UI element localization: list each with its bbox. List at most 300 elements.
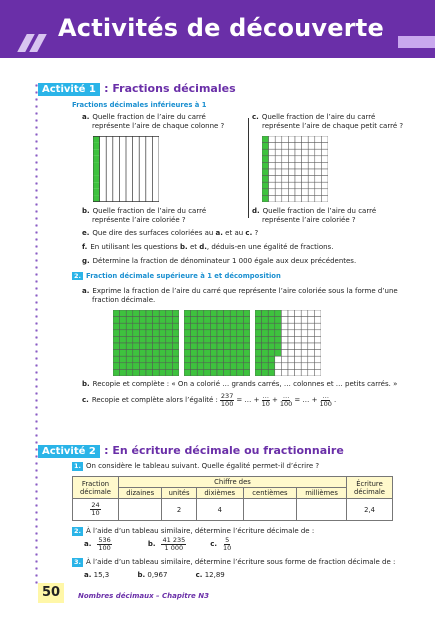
grid-cell xyxy=(120,350,127,357)
grid-cell xyxy=(119,189,126,196)
grid-cell xyxy=(184,356,191,363)
grid-cell xyxy=(113,343,120,350)
grid-cell xyxy=(314,343,321,350)
grid-cell xyxy=(119,149,126,156)
grid-cell xyxy=(275,156,282,163)
grid-cell xyxy=(288,350,295,357)
grid-cell xyxy=(139,356,146,363)
activity2-title: : En écriture décimale ou fractionnaire xyxy=(104,444,344,457)
grid-cell xyxy=(262,350,269,357)
grid-cell xyxy=(243,350,250,357)
grid-cell xyxy=(204,330,211,337)
grid-cell xyxy=(93,189,100,196)
grid-cell xyxy=(139,189,146,196)
grid-cell xyxy=(308,363,315,370)
grid-cell xyxy=(126,330,133,337)
grid-cell xyxy=(139,162,146,169)
grid-cell xyxy=(197,310,204,317)
grid-cell xyxy=(308,356,315,363)
grid-cell xyxy=(217,323,224,330)
grid-full-2 xyxy=(184,310,250,376)
grid-cell xyxy=(321,143,328,150)
grid-cell xyxy=(308,317,315,324)
grid-cell xyxy=(106,162,113,169)
grid-cell xyxy=(197,343,204,350)
grid-cell xyxy=(288,149,295,156)
grid-cell xyxy=(314,336,321,343)
grid-cell xyxy=(230,369,237,376)
grid-cell xyxy=(314,356,321,363)
grid-cell xyxy=(308,162,315,169)
grid-cell xyxy=(255,343,262,350)
grid-cell xyxy=(197,350,204,357)
grid-cell xyxy=(255,369,262,376)
grid-cell xyxy=(230,330,237,337)
grid-cell xyxy=(224,363,231,370)
grid-cell xyxy=(146,149,153,156)
grid-cell xyxy=(295,343,302,350)
grid-cell xyxy=(295,156,302,163)
grid-cell xyxy=(166,310,173,317)
grid-cell xyxy=(301,323,308,330)
grid-cell xyxy=(288,323,295,330)
grid-cell xyxy=(217,369,224,376)
grid-cell xyxy=(113,369,120,376)
grid-cell xyxy=(120,310,127,317)
grid-cell xyxy=(126,176,133,183)
grid-cell xyxy=(288,143,295,150)
grid-cell xyxy=(217,363,224,370)
grid-cell xyxy=(230,343,237,350)
grid-cell xyxy=(295,189,302,196)
grid-cell xyxy=(302,176,309,183)
grid-cell xyxy=(120,336,127,343)
grid-cell xyxy=(210,310,217,317)
grid-cell xyxy=(126,189,133,196)
grid-cell xyxy=(269,156,276,163)
grid-cell xyxy=(262,156,269,163)
grid-cell xyxy=(321,162,328,169)
grid-cell xyxy=(139,310,146,317)
grid-cell xyxy=(295,136,302,143)
grid-cell xyxy=(302,143,309,150)
grid-cell xyxy=(119,143,126,150)
grid-cell xyxy=(217,330,224,337)
grid-cell xyxy=(243,336,250,343)
grid-cell xyxy=(262,143,269,150)
grid-cell xyxy=(288,343,295,350)
grid-cell xyxy=(100,182,107,189)
grid-cell xyxy=(282,169,289,176)
grid-cell xyxy=(230,317,237,324)
grid-cell xyxy=(210,343,217,350)
grid-cell xyxy=(119,136,126,143)
grid-cell xyxy=(315,162,322,169)
grid-cell xyxy=(314,363,321,370)
grid-cell xyxy=(133,363,140,370)
grid-cell xyxy=(315,189,322,196)
grid-cell xyxy=(288,136,295,143)
grid-cell xyxy=(139,156,146,163)
grid-cell xyxy=(302,189,309,196)
grid-cell xyxy=(184,323,191,330)
grid-cell xyxy=(191,350,198,357)
grid-cell xyxy=(166,363,173,370)
grid-cell xyxy=(139,330,146,337)
grid-cell xyxy=(281,336,288,343)
grid-cell xyxy=(301,336,308,343)
grid-cell xyxy=(308,343,315,350)
grid-cell xyxy=(113,317,120,324)
grid-cell xyxy=(269,182,276,189)
grid-cell xyxy=(191,336,198,343)
grid-cell xyxy=(224,350,231,357)
grid-cell xyxy=(301,356,308,363)
grid-cell xyxy=(224,330,231,337)
grid-cell xyxy=(159,310,166,317)
grid-cell xyxy=(191,363,198,370)
grid-cell xyxy=(113,156,120,163)
question-a2-3: 3. À l’aide d’un tableau similaire, détermine l’écriture sous forme de fraction décimale de : xyxy=(74,558,396,566)
grid-cell xyxy=(172,343,179,350)
grid-cell xyxy=(159,369,166,376)
grid-tenths xyxy=(93,136,159,202)
grid-cell xyxy=(288,363,295,370)
grid-cell xyxy=(146,169,153,176)
grid-cell xyxy=(282,156,289,163)
grid-cell xyxy=(295,363,302,370)
unit-centiemes: centièmes xyxy=(243,488,296,499)
grid-cell xyxy=(93,176,100,183)
grid-cell xyxy=(230,356,237,363)
grid-cell xyxy=(269,169,276,176)
grid-cell xyxy=(288,310,295,317)
grid-cell xyxy=(275,343,282,350)
grid-cell xyxy=(210,336,217,343)
grid-cell xyxy=(152,136,159,143)
grid-cell xyxy=(159,363,166,370)
grid-cell xyxy=(133,323,140,330)
grid-cell xyxy=(184,343,191,350)
grid-cell xyxy=(197,317,204,324)
grid-cell xyxy=(119,169,126,176)
grid-cell xyxy=(133,356,140,363)
question-1b: b. Quelle fraction de l’aire du carré représente l’aire coloriée ? xyxy=(82,207,207,224)
activity2-label: Activité 2 xyxy=(38,445,100,458)
grid-cell xyxy=(262,343,269,350)
grid-cell xyxy=(262,149,269,156)
grid-cell xyxy=(243,369,250,376)
grid-cell xyxy=(210,363,217,370)
grid-cell xyxy=(120,356,127,363)
q1d-line2: représente l’aire coloriée ? xyxy=(262,216,356,224)
grid-cell xyxy=(139,195,146,202)
grid-cell xyxy=(159,323,166,330)
grid-cell xyxy=(146,162,153,169)
grid-cell xyxy=(146,323,153,330)
grid-cell xyxy=(93,156,100,163)
grid-cell xyxy=(146,143,153,150)
grid-cell xyxy=(197,323,204,330)
grid-cell xyxy=(93,149,100,156)
grid-cell xyxy=(321,182,328,189)
grid-cell xyxy=(139,323,146,330)
header-banner xyxy=(0,0,435,58)
grid-cell xyxy=(281,310,288,317)
grid-cell xyxy=(126,343,133,350)
q1d-line1: Quelle fraction de l’aire du carré xyxy=(262,207,377,215)
grid-cell xyxy=(197,356,204,363)
grid-cell xyxy=(159,350,166,357)
grid-cell xyxy=(315,195,322,202)
grid-cell xyxy=(308,336,315,343)
grid-cell xyxy=(269,136,276,143)
grid-cell xyxy=(224,317,231,324)
grid-cell xyxy=(113,182,120,189)
grid-cell xyxy=(93,195,100,202)
grid-cell xyxy=(308,369,315,376)
grid-cell xyxy=(302,195,309,202)
grid-cell xyxy=(113,149,120,156)
grid-cell xyxy=(197,369,204,376)
grid-cell xyxy=(139,176,146,183)
grid-cell xyxy=(172,336,179,343)
q3-items: a. 15,3 b. 0,967 c. 12,89 xyxy=(84,571,225,579)
grid-cell xyxy=(217,343,224,350)
grid-cell xyxy=(153,356,160,363)
grid-cell xyxy=(126,363,133,370)
grid-cell xyxy=(113,330,120,337)
grid-cell xyxy=(295,143,302,150)
grid-cell xyxy=(314,317,321,324)
grid-cell xyxy=(126,136,133,143)
grid-cell xyxy=(295,149,302,156)
unit-dizaines: dizaines xyxy=(119,488,162,499)
grid-cell xyxy=(146,330,153,337)
grid-cell xyxy=(146,317,153,324)
grid-cell xyxy=(204,350,211,357)
grid-cell xyxy=(275,182,282,189)
grid-cell xyxy=(275,143,282,150)
grid-cell xyxy=(262,356,269,363)
divider xyxy=(248,118,249,218)
grid-cell xyxy=(295,317,302,324)
grid-cell xyxy=(302,182,309,189)
grid-cell xyxy=(308,176,315,183)
grid-cell xyxy=(119,162,126,169)
grid-cell xyxy=(139,169,146,176)
grid-cell xyxy=(152,156,159,163)
grid-cell xyxy=(133,143,140,150)
grid-cell xyxy=(308,169,315,176)
grid-cell xyxy=(314,350,321,357)
cell-ecriture: 2,4 xyxy=(347,499,393,521)
grid-cell xyxy=(197,363,204,370)
grid-cell xyxy=(119,182,126,189)
grid-cell xyxy=(217,317,224,324)
grid-cell xyxy=(139,182,146,189)
grid-cell xyxy=(153,343,160,350)
grid-cell xyxy=(275,317,282,324)
grid-cell xyxy=(321,195,328,202)
grid-cell xyxy=(204,369,211,376)
grid-cell xyxy=(255,356,262,363)
grid-cell xyxy=(204,323,211,330)
grid-cell xyxy=(295,369,302,376)
grid-cell xyxy=(281,350,288,357)
grid-cell xyxy=(237,336,244,343)
grid-cell xyxy=(308,136,315,143)
grid-cell xyxy=(301,369,308,376)
grid-cell xyxy=(275,336,282,343)
grid-cell xyxy=(146,182,153,189)
page-title: Activités de découverte xyxy=(58,14,384,42)
grid-cell xyxy=(308,330,315,337)
col-chiffres-header: Chiffre des xyxy=(119,477,347,488)
q1a-line1: Quelle fraction de l’aire du carré xyxy=(92,113,206,121)
grid-cell xyxy=(237,317,244,324)
grid-cell xyxy=(133,149,140,156)
grid-cell xyxy=(288,156,295,163)
grid-cell xyxy=(120,330,127,337)
grid-cell xyxy=(133,369,140,376)
grid-cell xyxy=(269,189,276,196)
grid-cell xyxy=(281,330,288,337)
grid-cell xyxy=(301,330,308,337)
grid-cell xyxy=(295,176,302,183)
grid-cell xyxy=(93,162,100,169)
grid-cell xyxy=(113,336,120,343)
grid-cell xyxy=(301,350,308,357)
grid-cell xyxy=(281,356,288,363)
grid-cell xyxy=(262,169,269,176)
grid-cell xyxy=(106,136,113,143)
grid-cell xyxy=(146,310,153,317)
grid-cell xyxy=(295,356,302,363)
grid-cell xyxy=(281,343,288,350)
grid-cell xyxy=(106,169,113,176)
q1c-line1: Quelle fraction de l’aire du carré xyxy=(261,113,376,121)
grid-cell xyxy=(275,363,282,370)
fraction-41235-1000: $\frac{41 235}{1 000}$ xyxy=(162,536,186,552)
grid-cell xyxy=(113,162,120,169)
grid-cell xyxy=(191,310,198,317)
grid-cell xyxy=(153,336,160,343)
grid-cell xyxy=(184,317,191,324)
q1b-line1: Quelle fraction de l’aire du carré xyxy=(92,207,207,215)
grid-cell xyxy=(126,143,133,150)
grid-cell xyxy=(314,369,321,376)
grid-cell xyxy=(295,162,302,169)
grid-hundredths xyxy=(262,136,328,202)
grid-cell xyxy=(191,369,198,376)
grid-cell xyxy=(295,182,302,189)
grid-cell xyxy=(100,136,107,143)
grid-cell xyxy=(172,356,179,363)
q1b-line2: représente l’aire coloriée ? xyxy=(92,216,186,224)
grid-cell xyxy=(113,176,120,183)
cell-fraction: $\frac{24}{10}$ xyxy=(73,499,119,521)
grid-cell xyxy=(295,336,302,343)
grid-cell xyxy=(133,169,140,176)
grid-cell xyxy=(269,176,276,183)
grid-cell xyxy=(224,369,231,376)
grid-cell xyxy=(113,143,120,150)
q1c-line2: représente l’aire de chaque petit carré ? xyxy=(262,122,404,130)
grid-cell xyxy=(172,350,179,357)
table-cell: 2 xyxy=(162,499,196,521)
grid-cell xyxy=(191,343,198,350)
grid-cell xyxy=(275,350,282,357)
grid-cell xyxy=(282,162,289,169)
grid-cell xyxy=(262,369,269,376)
grid-cell xyxy=(100,156,107,163)
grid-cell xyxy=(100,162,107,169)
grid-cell xyxy=(133,189,140,196)
grid-cell xyxy=(315,143,322,150)
grid-cell xyxy=(126,369,133,376)
grid-cell xyxy=(139,343,146,350)
grid-cell xyxy=(184,336,191,343)
grid-cell xyxy=(308,195,315,202)
grid-cell xyxy=(262,162,269,169)
question-2b: b. Recopie et complète : « On a colorié … grands carrés, … colonnes et … petits carrés. » xyxy=(82,380,398,388)
grid-cell xyxy=(210,350,217,357)
grid-cell xyxy=(275,369,282,376)
grid-cell xyxy=(119,176,126,183)
grid-cell xyxy=(166,356,173,363)
grid-cell xyxy=(100,195,107,202)
grid-cell xyxy=(106,149,113,156)
grid-cell xyxy=(302,169,309,176)
grid-cell xyxy=(237,330,244,337)
col-fraction-header: Fraction décimale xyxy=(73,477,119,499)
grid-cell xyxy=(210,317,217,324)
grid-cell xyxy=(133,156,140,163)
question-1g: g. Détermine la fraction de dénominateur 1 000 égale aux deux précédentes. xyxy=(82,257,357,265)
grid-cell xyxy=(321,189,328,196)
grid-cell xyxy=(268,369,275,376)
question-2a: a. Exprime la fraction de l’aire du carré que représente l’aire coloriée sous la forme d’une fraction décimale. xyxy=(82,287,398,304)
grid-cell xyxy=(210,323,217,330)
grid-cell xyxy=(139,369,146,376)
grid-cell xyxy=(119,156,126,163)
grid-cell xyxy=(172,330,179,337)
grid-cell xyxy=(315,169,322,176)
grid-cell xyxy=(237,310,244,317)
grid-cell xyxy=(314,323,321,330)
grid-cell xyxy=(262,176,269,183)
grid-cell xyxy=(262,317,269,324)
grid-partial xyxy=(255,310,321,376)
grid-cell xyxy=(315,176,322,183)
chapter-footer: Nombres décimaux – Chapitre N3 xyxy=(78,592,209,600)
grid-cell xyxy=(237,356,244,363)
grid-cell xyxy=(93,136,100,143)
grid-cell xyxy=(106,156,113,163)
grid-cell xyxy=(126,356,133,363)
grid-cell xyxy=(113,136,120,143)
grid-cell xyxy=(269,149,276,156)
activity1-header xyxy=(38,82,236,95)
grid-cell xyxy=(191,323,198,330)
question-a2-2: 2. À l’aide d’un tableau similaire, détermine l’écriture décimale de : xyxy=(74,527,315,535)
grid-cell xyxy=(139,350,146,357)
grid-cell xyxy=(288,169,295,176)
grid-cell xyxy=(308,189,315,196)
grid-cell xyxy=(262,336,269,343)
grid-cell xyxy=(159,343,166,350)
